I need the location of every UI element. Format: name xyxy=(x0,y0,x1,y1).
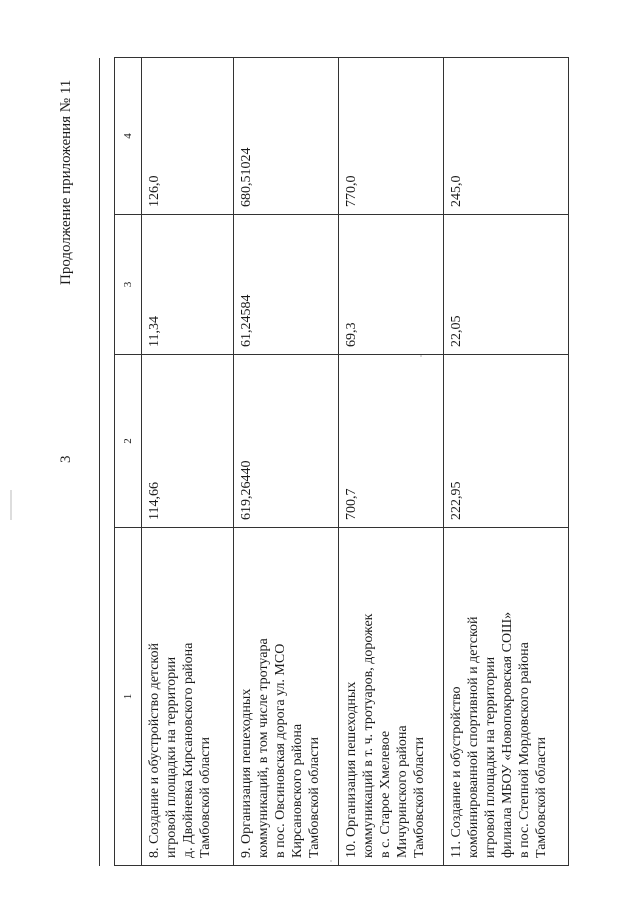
project-description xyxy=(142,528,234,866)
description-line: Тамбовской области xyxy=(534,736,549,858)
description-line: в пос. Овсиновская дорога ул. МСО xyxy=(273,643,288,858)
description-line: коммуникаций, в том числе тротуара xyxy=(256,638,271,858)
top-rule xyxy=(99,58,100,866)
description-line: игровой площадки на территории xyxy=(483,656,498,858)
column-number-cell xyxy=(115,355,142,528)
description-line: Кирсановского района xyxy=(290,723,305,858)
funding-table xyxy=(114,57,569,866)
value-col3: 11,34 xyxy=(142,215,234,355)
column-number-row xyxy=(115,58,142,866)
table-row xyxy=(234,58,339,866)
value-col2: 619,26440 xyxy=(234,355,339,528)
description-line: Тамбовской области xyxy=(307,736,322,858)
page-number: 3 xyxy=(58,455,74,463)
value-col3: 22,05 xyxy=(444,215,569,355)
value-col4: 770,0 xyxy=(339,58,444,215)
table-row xyxy=(339,58,444,866)
description-line: 10. Организация пешеходных xyxy=(344,681,359,858)
column-number-cell xyxy=(115,528,142,866)
description-line: в с. Старое Хмелевое xyxy=(378,730,393,858)
description-line: 8. Создание и обустройство детской xyxy=(147,643,162,858)
scan-speck xyxy=(330,860,332,862)
description-line: комбинированной спортивной и детской xyxy=(466,616,481,858)
description-line: 9. Организация пешеходных xyxy=(239,688,254,858)
description-line: коммуникаций в т. ч. тротуаров, дорожек xyxy=(361,613,376,858)
description-line: 11. Создание и обустройство xyxy=(449,686,464,858)
description-line: игровой площадки на территории xyxy=(164,656,179,858)
value-col2: 114,66 xyxy=(142,355,234,528)
column-number: 2 xyxy=(122,438,134,444)
description-line: д. Двойневка Кирсановского района xyxy=(181,642,196,858)
project-description xyxy=(444,528,569,866)
table-row xyxy=(444,58,569,866)
description-line: Тамбовской области xyxy=(198,736,213,858)
column-number-cell xyxy=(115,58,142,215)
scan-speck xyxy=(10,490,12,520)
column-number: 4 xyxy=(122,133,134,139)
column-number: 3 xyxy=(122,281,134,288)
value-col2: 222,95 xyxy=(444,355,569,528)
description-line: филиала МБОУ «Новопокровская СОШ» xyxy=(500,611,515,858)
continuation-heading: Продолжение приложения № 11 xyxy=(58,79,74,285)
project-description xyxy=(234,528,339,866)
column-number: 1 xyxy=(122,693,134,700)
description-line: Тамбовской области xyxy=(412,736,427,858)
project-description xyxy=(339,528,444,866)
column-number-cell xyxy=(115,215,142,355)
scan-speck xyxy=(420,355,422,357)
table-row xyxy=(142,58,234,866)
value-col3: 61,24584 xyxy=(234,215,339,355)
description-line: Мичуринского района xyxy=(395,725,410,858)
value-col4: 126,0 xyxy=(142,58,234,215)
value-col4: 245,0 xyxy=(444,58,569,215)
description-line: в пос. Степной Мордовского района xyxy=(517,642,532,858)
value-col4: 680,51024 xyxy=(234,58,339,215)
value-col2: 700,7 xyxy=(339,355,444,528)
value-col3: 69,3 xyxy=(339,215,444,355)
